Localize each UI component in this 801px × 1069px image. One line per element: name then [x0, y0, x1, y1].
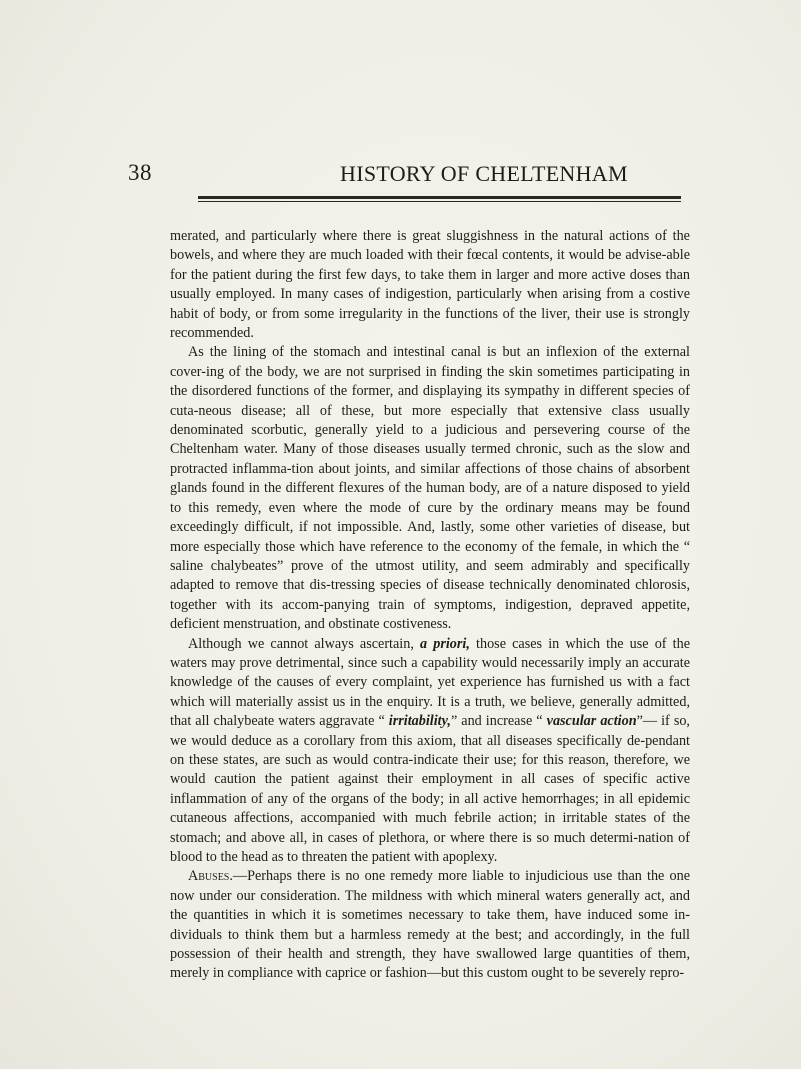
- paragraph-contraindications: [170, 635, 690, 868]
- paragraph-continuation: merated, and particularly where there is great sluggishness in the natural actions of the bowels, and where they are much loaded with their fœcal contents, it would be advise-able for the patient during the first few days, to take them in larger and more active doses than usually employed. In many cases of indigestion, particularly when arising from a costive habit of body, or from some irregularity in the functions of the liver, their use is strongly recommended.: [170, 228, 690, 342]
- paragraph-abuses: [170, 867, 690, 983]
- header-rule-thin: [198, 201, 681, 202]
- paragraph-text: ”— if so, we would deduce as a corollary from this axiom, that all diseases specifically de-pendant on these states, are such as would contra-indicate their use; for this reason, therefore, we would caution the patient against their employment in all cases of specific active inflammation of any of the organs of the body; in all active hemorrhages; in all epidemic cutaneous affections, accompanied with much febrile action; in irritable states of the stomach; and above all, in cases of plethora, or where there is so much determi-nation of blood to the head as to threaten the patient with apoplexy.: [170, 713, 690, 865]
- emphasis-irritability: irritability,: [388, 713, 451, 730]
- header-rule-thick: [198, 196, 681, 199]
- paragraph-text: ” and increase “: [450, 713, 547, 730]
- paragraph-lining-of-stomach: As the lining of the stomach and intestinal canal is but an inflexion of the external cover-ing of the body, we are not surprised in finding the skin sometimes participating in the disordered functions of the former, and displaying its sympathy in different species of cuta-neous disease; all of these, but more especially that extensive class usually denominated scorbutic, generally yield to a judicious and persevering course of the Cheltenham water. Many of those diseases usually termed chronic, such as the slow and protracted inflamma-tion about joints, and similar affections of those chains of absorbent glands found in the different flexures of the human body, are of a nature disposed to yield to this remedy, even where the mode of cure by the ordinary means may be found exceedingly difficult, if not impossible. And, lastly, some other varieties of disease, but more especially those which have reference to the economy of the female, in which the “ saline chalybeates” prove of the utmost utility, and seem admirably and specifically adapted to remove that dis-tressing species of disease technically denominated chlorosis, together with its accom-panying train of symptoms, indigestion, depraved appetite, deficient menstruation, and obstinate costiveness.: [170, 344, 690, 633]
- emphasis-a-priori: a priori,: [420, 635, 470, 652]
- body-text: [170, 227, 690, 984]
- running-title: HISTORY OF CHELTENHAM: [340, 161, 628, 186]
- section-heading-abuses: Abuses.: [188, 868, 233, 885]
- emphasis-vascular-action: vascular action: [546, 713, 637, 730]
- paragraph-text: —Perhaps there is no one remedy more liable to injudicious use than the one now under our consideration. The mildness with which mineral waters generally act, and the quantities in which it is sometimes necessary to take them, have induced some in-dividuals to think them but a harmless remedy at the best; and accordingly, in the full possession of their health and strength, they have swallowed large quantities of them, merely in compliance with caprice or fashion—but this custom ought to be severely repro-: [170, 868, 690, 982]
- paragraph-text: those cases in which the use of the waters may prove detrimental, since such a capability would necessarily imply an accurate knowledge of the causes of every complaint, yet experience has furnished us with a fact which will materially assist us in the enquiry. It is a truth, we believe, generally admitted, that all chalybeate waters aggravate “: [170, 635, 690, 730]
- page-number: 38: [128, 160, 152, 185]
- paragraph-text: Although we cannot always ascertain,: [188, 635, 420, 652]
